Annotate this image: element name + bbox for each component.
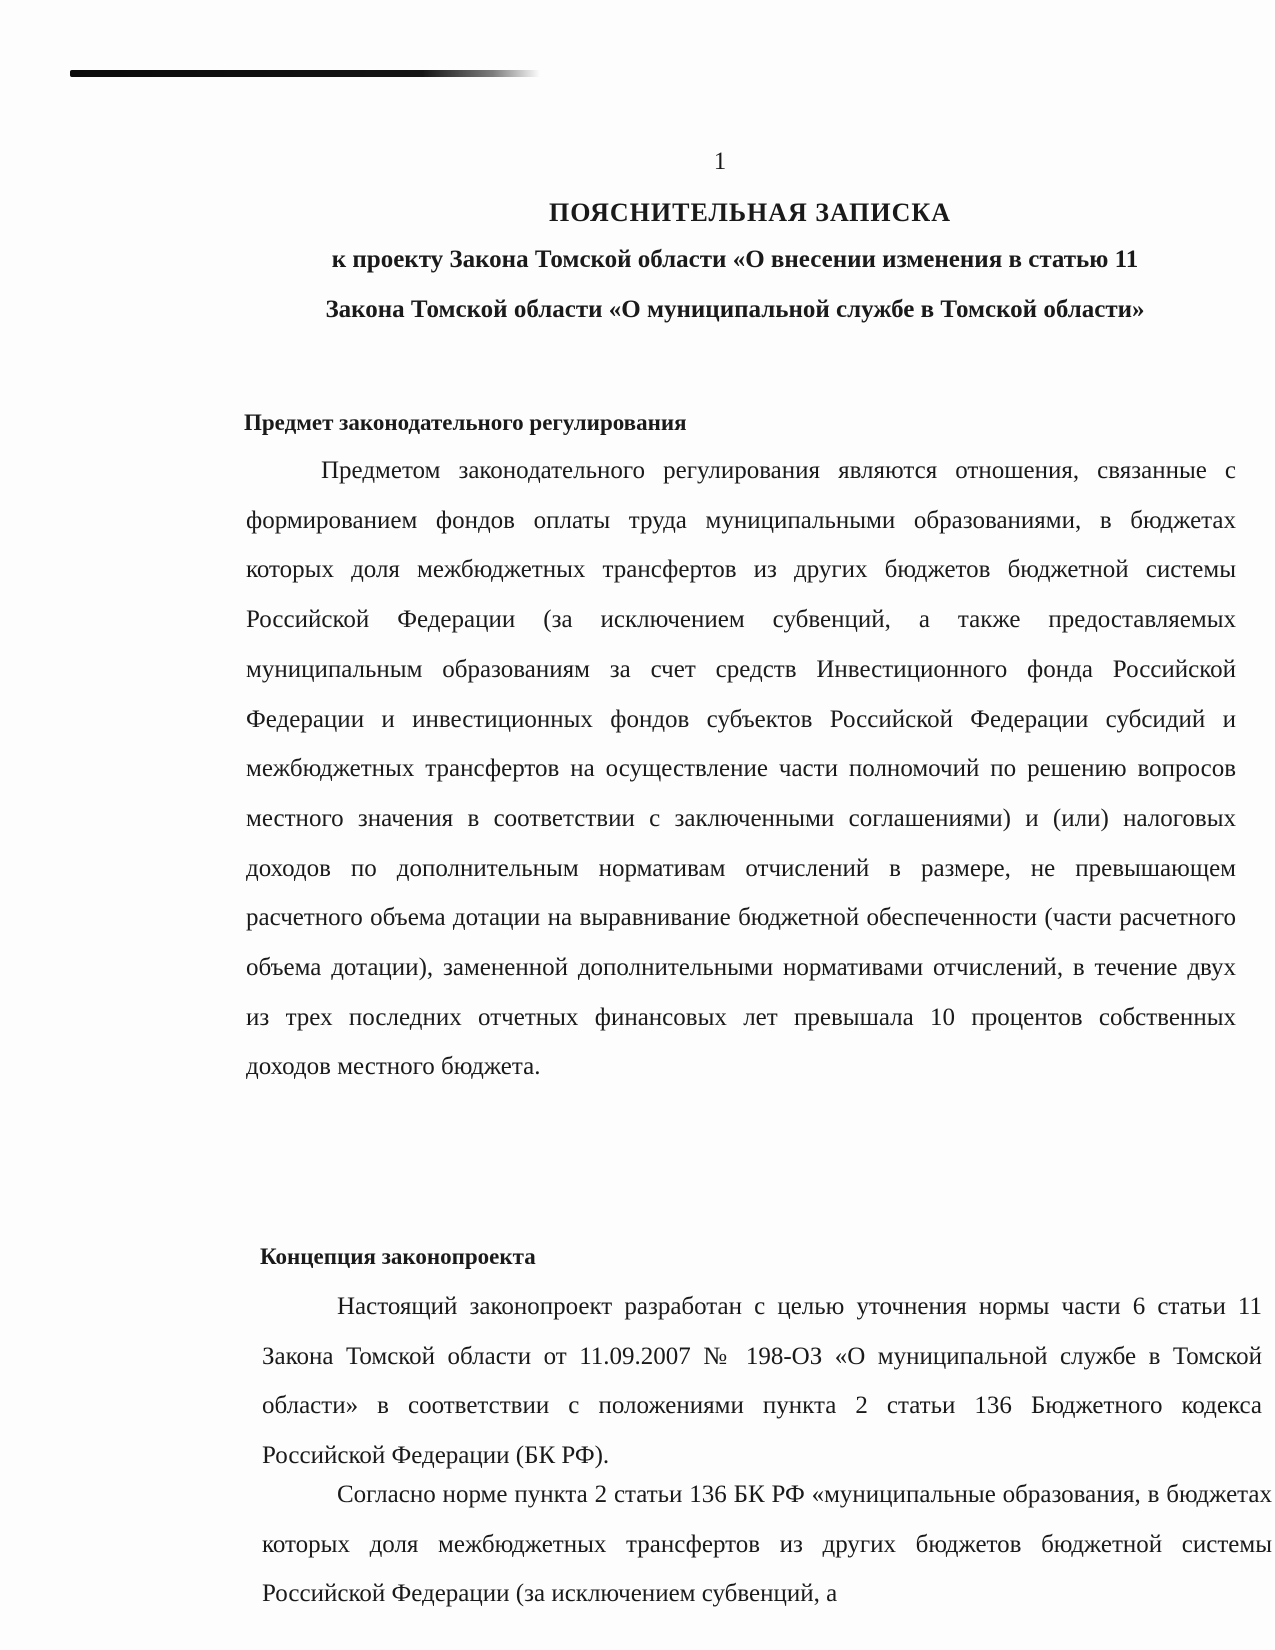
document-title: ПОЯСНИТЕЛЬНАЯ ЗАПИСКА [548, 198, 952, 227]
scan-edge-bar [70, 70, 540, 77]
paragraph-concept-2: Согласно норме пункта 2 статьи 136 БК РФ «муниципальные образования, в бюджетах которых доля межбюджетных трансфертов из других бюджетов бюджетной системы Российской Федерации (за исключением субвенций, а [262, 1481, 1272, 1608]
paragraph-subject: Предметом законодательного регулирования являются отношения, связанные с формированием фондов оплаты труда муниципальными образованиями, в бюджетах которых доля межбюджетных трансфертов из других бюджетов бюджетной системы Российской Федерации (за исключением субвенций, а также предоставляемых муниципальным образованиям за счет средств Инвестиционного фонда Российской Федерации и инвестиционных фондов субъектов Российской Федерации субсидий и межбюджетных трансфертов на осуществление части полномочий по решению вопросов местного значения в соответствии с заключенными соглашениями) и (или) налоговых доходов по дополнительным нормативам отчислений в размере, не превышающем расчетного объема дотации на выравнивание бюджетной обеспеченности (части расчетного объема дотации), замененной дополнительными нормативами отчислений, в течение двух из трех последних отчетных финансовых лет превышала 10 процентов собственных доходов местного бюджета. [246, 457, 1236, 1081]
section-heading-subject: Предмет законодательного регулирования [244, 410, 687, 435]
document-subtitle-line-2: Закона Томской области «О муниципальной службе в Томской области» [325, 296, 1145, 323]
section-heading-concept: Концепция законопроекта [260, 1244, 536, 1269]
document-subtitle-line-1: к проекту Закона Томской области «О внесении изменения в статью 11 [331, 246, 1139, 273]
page-number: 1 [713, 148, 727, 175]
paragraph-concept-1: Настоящий законопроект разработан с целью уточнения нормы части 6 статьи 11 Закона Томской области от 11.09.2007 № 198-ОЗ «О муниципальной службе в Томской области» в соответствии с положениями пункта 2 статьи 136 Бюджетного кодекса Российской Федерации (БК РФ). [262, 1293, 1262, 1470]
